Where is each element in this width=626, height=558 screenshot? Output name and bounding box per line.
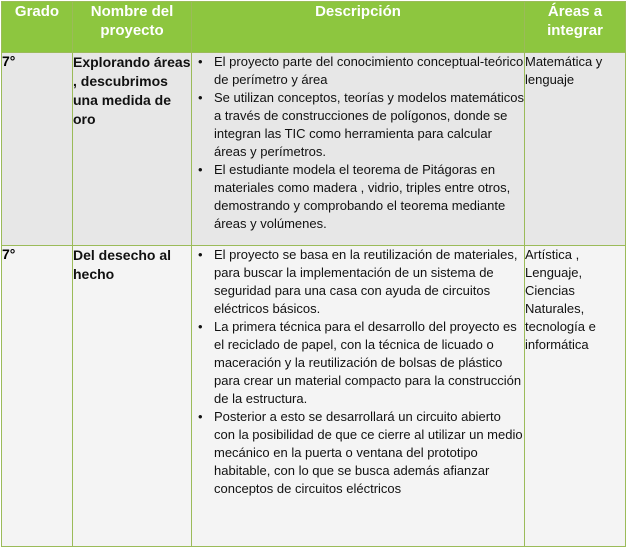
bullet-icon: • <box>198 409 203 424</box>
cell-grado: 7° <box>2 53 73 246</box>
header-nombre: Nombre del proyecto <box>73 2 192 53</box>
table-row <box>2 53 626 246</box>
header-row <box>2 2 626 53</box>
description-item: • Posterior a esto se desarrollará un circuito abierto con la posibilidad de que ce cierre al utilizar un medio mecánico en la puerta o ventana del prototipo habitable, con lo que se busca además afianzar conceptos de circuitos eléctricos <box>198 409 523 496</box>
bullet-icon: • <box>198 319 203 334</box>
cell-descripcion <box>192 246 525 547</box>
cell-descripcion <box>192 53 525 246</box>
cell-areas: Matemática y lenguaje <box>525 53 626 246</box>
description-list <box>192 53 524 233</box>
bullet-icon: • <box>198 162 203 177</box>
bullet-icon: • <box>198 247 203 262</box>
description-item: • La primera técnica para el desarrollo del proyecto es el reciclado de papel, con la técnica de licuado o maceración y la reutilización de bolsas de plástico para crear un material compacto para la construcción de la estructura. <box>198 319 522 406</box>
cell-areas: Artística , Lenguaje, Ciencias Naturales, tecnología e informática <box>525 246 626 547</box>
description-item: • Se utilizan conceptos, teorías y modelos matemáticos a través de construcciones de polígonos, donde se integran las TIC como herramienta para calcular áreas y perímetros. <box>198 90 524 159</box>
bullet-icon: • <box>198 54 203 69</box>
description-item: • El proyecto parte del conocimiento conceptual-teórico de perímetro y área <box>198 54 524 87</box>
table-row <box>2 246 626 547</box>
description-item: • El estudiante modela el teorema de Pitágoras en materiales como madera , vidrio, triples entre otros, demostrando y comprobando el teorema mediante áreas y volúmenes. <box>198 162 511 231</box>
cell-nombre: Del desecho al hecho <box>73 246 192 547</box>
cell-grado: 7° <box>2 246 73 547</box>
description-list <box>192 246 524 498</box>
bullet-icon: • <box>198 90 203 105</box>
header-areas: Áreas a integrar <box>525 2 626 53</box>
projects-table <box>1 1 626 547</box>
header-descripcion: Descripción <box>192 2 525 53</box>
description-item: • El proyecto se basa en la reutilización de materiales, para buscar la implementación de un sistema de seguridad para una casa con ayuda de circuitos eléctricos básicos. <box>198 247 518 316</box>
cell-nombre: Explorando áreas , descubrimos una medida de oro <box>73 53 192 246</box>
header-grado: Grado <box>2 2 73 53</box>
